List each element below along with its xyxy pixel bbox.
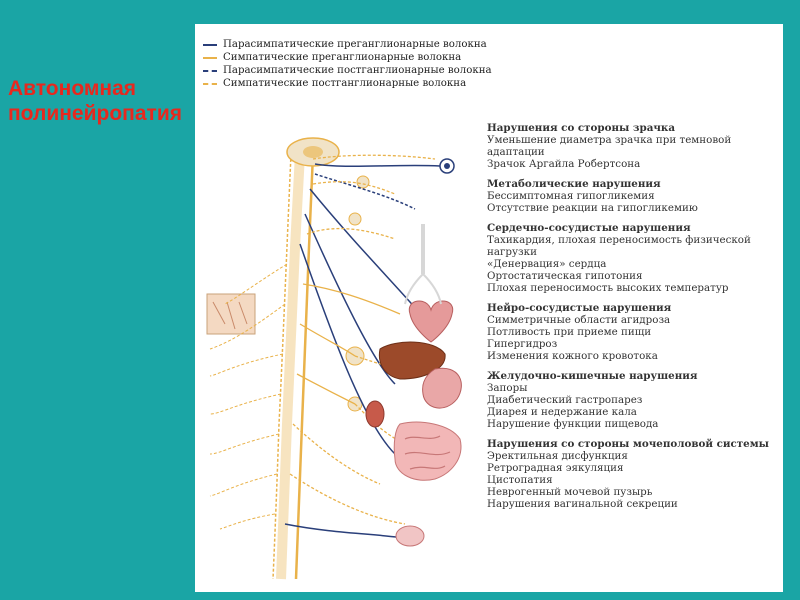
group-item: Бессимптомная гипогликемия xyxy=(487,190,655,202)
group-item: Потливость при приеме пищи xyxy=(487,326,652,338)
group-neurovascular xyxy=(487,302,779,362)
legend-item-sympathetic-preganglionic xyxy=(203,51,492,64)
legend-swatch-dashed-yellow xyxy=(203,83,217,85)
group-item: Симметричные области агидроза xyxy=(487,314,671,326)
group-item: Ортостатическая гипотония xyxy=(487,270,643,282)
nervous-system-diagram xyxy=(195,124,495,592)
legend-label: Симпатические преганглионарные волокна xyxy=(223,52,462,63)
group-item: Запоры xyxy=(487,382,528,394)
group-cardiovascular xyxy=(487,222,779,294)
group-genitourinary xyxy=(487,438,779,510)
legend-swatch-solid-blue xyxy=(203,44,217,46)
legend-item-parasympathetic-preganglionic xyxy=(203,38,492,51)
group-item: «Денервация» сердца xyxy=(487,258,607,270)
group-item: Эректильная дисфункция xyxy=(487,450,628,462)
group-item: Ретроградная эякуляция xyxy=(487,462,624,474)
group-title: Сердечно-сосудистые нарушения xyxy=(487,222,691,234)
skin-segment xyxy=(207,294,255,334)
heart xyxy=(409,301,452,342)
legend-item-sympathetic-postganglionic xyxy=(203,77,492,90)
group-item: Нарушение функции пищевода xyxy=(487,418,659,430)
slide-title: Автономная полинейропатия xyxy=(8,77,182,125)
legend-label: Парасимпатические преганглионарные волокна xyxy=(223,39,487,50)
kidney xyxy=(366,401,384,427)
stomach xyxy=(423,368,462,408)
legend xyxy=(203,38,492,90)
legend-item-parasympathetic-postganglionic xyxy=(203,64,492,77)
group-item: Плохая переносимость высоких температур xyxy=(487,282,729,294)
group-item: Зрачок Аргайла Робертсона xyxy=(487,158,641,170)
bladder xyxy=(396,526,424,546)
group-item: Диабетический гастропарез xyxy=(487,394,643,406)
group-item: Цистопатия xyxy=(487,474,553,486)
legend-label: Парасимпатические постганглионарные волокна xyxy=(223,65,492,76)
group-title: Нейро-сосудистые нарушения xyxy=(487,302,672,314)
group-item: Диарея и недержание кала xyxy=(487,406,637,418)
group-item: Уменьшение диаметра зрачка при темновой адаптации xyxy=(487,134,732,158)
group-item: Гипергидроз xyxy=(487,338,558,350)
group-pupil xyxy=(487,122,779,170)
group-item: Неврогенный мочевой пузырь xyxy=(487,486,653,498)
legend-swatch-dashed-blue xyxy=(203,70,217,72)
brain xyxy=(287,138,339,166)
group-metabolic xyxy=(487,178,779,214)
group-title: Нарушения со стороны зрачка xyxy=(487,122,676,134)
group-title: Желудочно-кишечные нарушения xyxy=(487,370,698,382)
group-item: Отсутствие реакции на гипогликемию xyxy=(487,202,698,214)
lungs-trachea xyxy=(405,224,441,304)
figure-panel xyxy=(195,24,783,592)
group-gastrointestinal xyxy=(487,370,779,430)
disorder-groups xyxy=(487,122,779,518)
intestines xyxy=(394,422,461,480)
group-title: Метаболические нарушения xyxy=(487,178,661,190)
group-item: Нарушения вагинальной секреции xyxy=(487,498,678,510)
eye xyxy=(440,159,454,173)
group-item: Изменения кожного кровотока xyxy=(487,350,658,362)
group-title: Нарушения со стороны мочеполовой системы xyxy=(487,438,769,450)
legend-swatch-solid-yellow xyxy=(203,57,217,59)
group-item: Тахикардия, плохая переносимость физической нагрузки xyxy=(487,234,751,258)
legend-label: Симпатические постганглионарные волокна xyxy=(223,78,467,89)
